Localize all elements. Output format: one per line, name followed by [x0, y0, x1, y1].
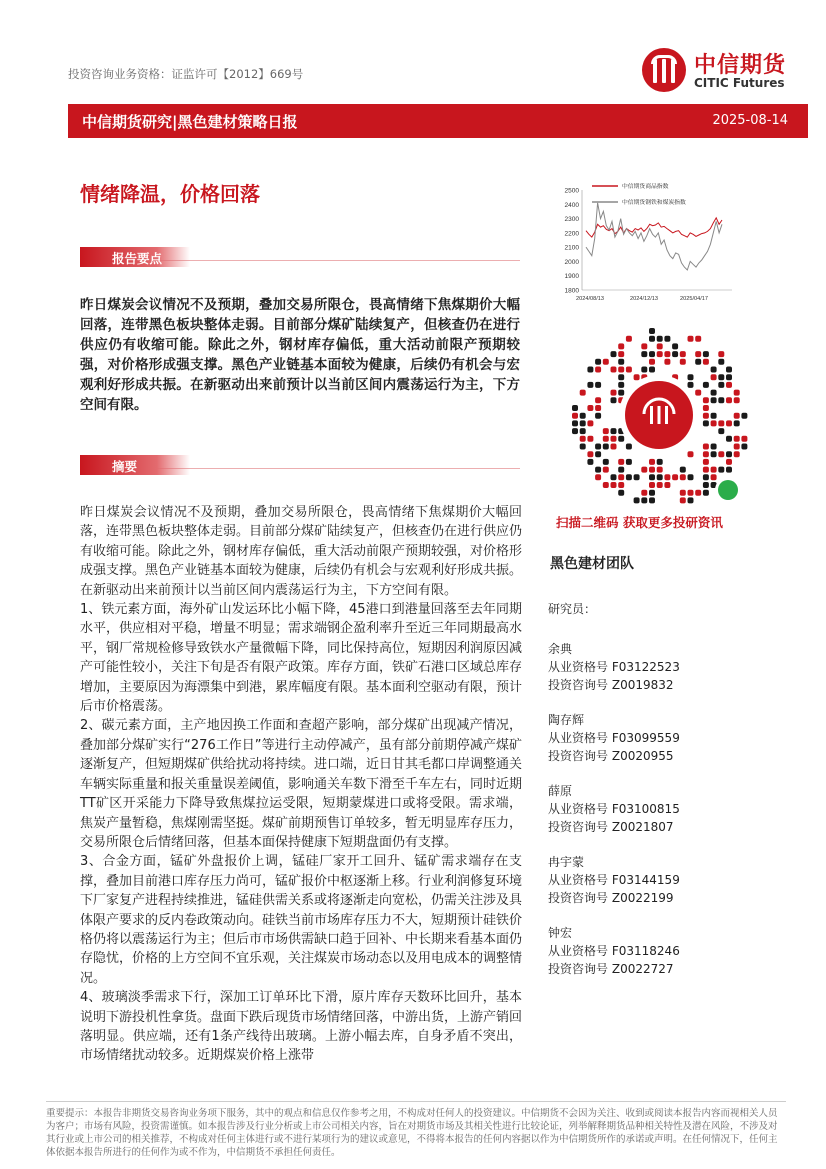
- y-tick-label: 1900: [564, 273, 579, 281]
- key-points-section-tag: [80, 247, 520, 267]
- analyst-entry: [548, 853, 768, 907]
- y-tick-label: 2000: [564, 258, 579, 266]
- consulting-label: 投资咨询号: [548, 678, 609, 692]
- analyst-entry: [548, 924, 768, 978]
- summary-paragraph: 1、铁元素方面，海外矿山发运环比小幅下降，45港口到港量回落至去年同期水平，供应相对平稳，增量不明显；需求端钢企盈利率升至近三年同期最高水平，钢厂常规检修导致铁水产量微幅下降，同比保持高位，短期因利润原因减产可能性较小，关注下旬是否有限产政策。库存方面，铁矿石港口区域总库存增加，主要原因为海漂集中到港，累库幅度有限。基本面利空驱动有限，预计后市价格震荡。: [80, 602, 523, 715]
- x-tick-label: 2024/12/13: [630, 296, 658, 302]
- report-headline: 情绪降温，价格回落: [80, 182, 260, 206]
- disclaimer-text: 重要提示：本报告非期货交易咨询业务项下服务，其中的观点和信息仅作参考之用，不构成对任何人的投资建议。中信期货不会因为关注、收到或阅读本报告内容而视相关人员为客户；市场有风险，投资需谨慎。如本报告涉及行业分析或上市公司相关内容，旨在对期货市场及其相关性进行比较论证，列举解释期货品种相关特性及潜在风险，不涉及对其行业或上市公司的相关推荐，不构成对任何主体进行或不进行某项行为的建议或意见，不得将本报告的任何内容据以作为中信期货所作的承诺或声明。在任何情况下，任何主体依据本报告所进行的任何作为或不作为，中信期货不承担任何责任。: [46, 1108, 778, 1158]
- qualification-label: 从业资格号: [548, 873, 609, 887]
- legend-label: 中信期货钢铁和煤炭指数: [622, 200, 686, 206]
- logo-chinese-name: 中信期货: [694, 53, 787, 78]
- y-tick-label: 1800: [564, 287, 579, 295]
- logo-english-name: CITIC Futures: [694, 76, 785, 90]
- footer-divider: [46, 1101, 786, 1102]
- key-points-label: 报告要点: [112, 251, 163, 266]
- index-line-chart: [550, 180, 740, 315]
- banner-title: 中信期货研究|黑色建材策略日报: [82, 113, 298, 131]
- company-logo: [642, 46, 802, 98]
- qualification-number: F03100815: [611, 802, 680, 816]
- consulting-label: 投资咨询号: [548, 820, 609, 834]
- y-tick-label: 2200: [564, 230, 579, 238]
- y-tick-label: 2400: [564, 201, 579, 209]
- team-title: 黑色建材团队: [550, 556, 634, 572]
- analyst-entry: [548, 782, 768, 836]
- logo-emblem-icon: [642, 48, 686, 92]
- analyst-name: 钟宏: [548, 926, 573, 940]
- consulting-number: Z0022727: [611, 962, 674, 976]
- qualification-number: F03122523: [611, 660, 680, 674]
- summary-paragraph: 3、合金方面，锰矿外盘报价上调，锰硅厂家开工回升、锰矿需求端存在支撑，叠加目前港口库存压力尚可，锰矿报价中枢逐渐上移。行业利润修复环境下厂家复产进程持续推进，锰硅供需关系或将逐渐走向宽松，仍需关注涉及具体限产要求的反内卷政策动向。硅铁当前市场库存压力不大，短期预计硅铁价格仍将以震荡运行为主；但后市市场供需缺口趋于回补、中长期来看基本面仍存隐忧，价格的上方空间不宜乐观，关注煤炭市场动态以及用电成本的调整情况。: [80, 854, 523, 986]
- y-tick-label: 2100: [564, 244, 579, 252]
- x-tick-label: 2025/04/17: [680, 296, 708, 302]
- analyst-name: 陶存辉: [548, 713, 585, 727]
- series-line: [586, 218, 722, 237]
- analyst-name: 冉宇蒙: [548, 855, 585, 869]
- summary-paragraph: 昨日煤炭会议情况不及预期，叠加交易所限仓，畏高情绪下焦煤期价大幅回落，连带黑色板块整体走弱。目前部分煤矿陆续复产，但核查仍在进行供应仍有收缩可能。除此之外，钢材库存偏低，重大活动前限产预期较强，对价格形成强支撑。黑色产业链基本面较为健康，后续仍有机会与宏观利好形成共振。在新驱动出来前预计以当前区间内震荡运行为主，下方空间有限。: [80, 505, 523, 598]
- analyst-list: [548, 600, 768, 995]
- report-date: 2025-08-14: [712, 113, 788, 128]
- consulting-label: 投资咨询号: [548, 891, 609, 905]
- qualification-label: 从业资格号: [548, 802, 609, 816]
- analyst-entry: [548, 711, 768, 765]
- license-text: 投资咨询业务资格：证监许可【2012】669号: [68, 67, 304, 81]
- key-points-text: 昨日煤炭会议情况不及预期，叠加交易所限仓，畏高情绪下焦煤期价大幅回落，连带黑色板块整体走弱。目前部分煤矿陆续复产，但核查仍在进行供应仍有收缩可能。除此之外，钢材库存偏低，重大活动前限产预期较强，对价格形成强支撑。黑色产业链基本面较为健康，后续仍有机会与宏观利好形成共振。在新驱动出来前预计以当前区间内震荡运行为主，下方空间有限。: [80, 297, 520, 413]
- legend-label: 中信期货商品指数: [622, 184, 669, 190]
- qr-code[interactable]: [564, 320, 754, 510]
- qualification-number: F03099559: [611, 731, 680, 745]
- consulting-number: Z0020955: [611, 749, 674, 763]
- analyst-name: 薛原: [548, 784, 573, 798]
- consulting-number: Z0021807: [611, 820, 674, 834]
- summary-body: [80, 503, 522, 1066]
- consulting-number: Z0022199: [611, 891, 674, 905]
- consulting-label: 投资咨询号: [548, 749, 609, 763]
- summary-paragraph: 2、碳元素方面，主产地因换工作面和查超产影响，部分煤矿出现减产情况，叠加部分煤矿实行“276工作日”等进行主动停减产，虽有部分前期停减产煤矿逐渐复产，但短期煤矿供给扰动将持续。进口端，近日甘其毛都口岸调整通关车辆实际重量和报关重量误差阈值，影响通关车数下滑至千车左右，同时近期TT矿区开采能力下降导致焦煤拉运受限，短期蒙煤进口或将受限。需求端，焦炭产量暂稳，焦煤刚需坚挺。煤矿前期预售订单较多，暂无明显库存压力，交易所限仓后情绪回落，但基本面保持健康下短期盘面仍有支撑。: [80, 718, 523, 850]
- report-banner: [68, 104, 808, 138]
- analyst-entry: [548, 640, 768, 694]
- consulting-number: Z0019832: [611, 678, 674, 692]
- mini-program-icon: [718, 480, 738, 500]
- qr-caption: 扫描二维码 获取更多投研资讯: [556, 515, 723, 530]
- qualification-label: 从业资格号: [548, 944, 609, 958]
- analyst-name: 余典: [548, 642, 573, 656]
- researcher-label: 研究员：: [548, 602, 597, 616]
- summary-label: 摘要: [112, 459, 138, 474]
- x-tick-label: 2024/08/13: [576, 296, 604, 302]
- y-tick-label: 2500: [564, 187, 579, 195]
- qualification-number: F03144159: [611, 873, 680, 887]
- summary-paragraph: 4、玻璃淡季需求下行，深加工订单环比下滑，原片库存天数环比回升，基本说明下游投机性拿货。盘面下跌后现货市场情绪回落，中游出货，上游产销回落明显。供应端，还有1条产线待出玻璃。上游小幅去库，自身矛盾不突出，市场情绪扰动较多。近期煤炭价格上涨带: [80, 990, 523, 1064]
- qualification-label: 从业资格号: [548, 660, 609, 674]
- qualification-number: F03118246: [611, 944, 680, 958]
- consulting-label: 投资咨询号: [548, 962, 609, 976]
- summary-section-tag: [80, 455, 520, 475]
- qualification-label: 从业资格号: [548, 731, 609, 745]
- series-line: [586, 203, 722, 270]
- y-tick-label: 2300: [564, 216, 579, 224]
